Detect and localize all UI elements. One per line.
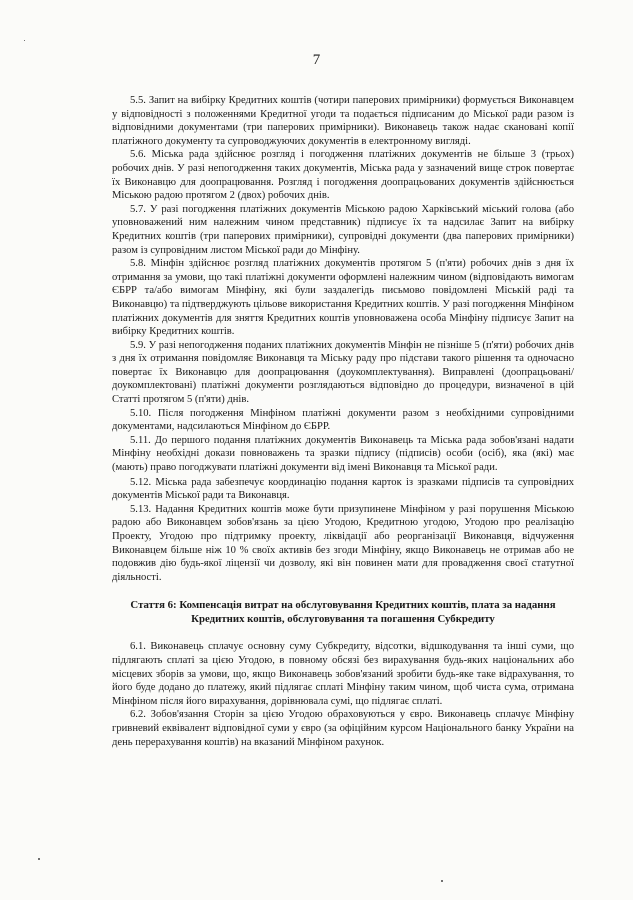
scan-speck	[441, 880, 443, 882]
document-body	[112, 94, 574, 749]
clause-5-5: 5.5. Запит на вибірку Кредитних коштів (чотири паперових примірники) формується Виконавцем у відповідності з положеннями Кредитної угоди та подається підписаним до Міської ради разом із відповідними документами (три паперових примірники). Виконавець також надає скановані копії платіжного документу та супроводжуючих документів в електронному вигляді.	[112, 95, 574, 147]
clause-6-1: 6.1. Виконавець сплачує основну суму Субкредиту, відсотки, відшкодування та інші суми, що підлягають сплаті за цією Угодою, в повному обсязі без вирахування будь-яких національних або місцевих зборів за умови, що, якщо Виконавець зобов'язаний зробити будь-яке таке відрахування, то його буде додано до платежу, який підлягає сплаті Мінфіну таким чином, щоб чиста сума, отримана Мінфіном після його вирахування, дорівнювала сумі, що підлягає сплаті.	[112, 641, 574, 707]
scan-speck	[24, 40, 25, 41]
clause-5-8: 5.8. Мінфін здійснює розгляд платіжних документів протягом 5 (п'яти) робочих днів з дня їх отримання за умови, що такі платіжні документи оформлені належним чином (відповідають вимогам ЄБРР та/або вимогам Мінфіну, які були заздалегідь письмово повідомлені Міській раді та Виконавцю) та підтверджують цільове використання Кредитних коштів. У разі погодження Мінфіном платіжних документів для зняття Кредитних коштів уповноважена особа Мінфіну підписує Запит на вибірку Кредитних коштів.	[112, 258, 574, 338]
page-number: 7	[312, 52, 321, 68]
article-6-heading: Стаття 6: Компенсація витрат на обслуговування Кредитних коштів, плата за надання Кредитних коштів, обслуговування та погашення Субкредиту	[130, 599, 556, 626]
clause-5-7: 5.7. У разі погодження платіжних документів Міською радою Харківський міський голова (або уповноважений ним належним чином представник) підписує їх та надсилає Запит на вибірку Кредитних коштів (три паперових примірники), супровідні документи (два паперових примірники) разом із супровідним листом Міської ради до Мінфіну.	[112, 203, 574, 256]
clause-5-6: 5.6. Міська рада здійснює розгляд і погодження платіжних документів не більше 3 (трьох) робочих днів. У разі непогодження таких документів, Міська рада у зазначений вище строк повертає їх Виконавцю для доопрацювання. Розгляд і погодження доопрацьованих документів здійснюється Міською радою протягом 2 (двох) робочих днів.	[112, 149, 574, 202]
clause-5-12: 5.12. Міська рада забезпечує координацію подання карток із зразками підписів та супровідних документів Міської ради та Виконавця.	[112, 476, 574, 502]
clause-5-11: 5.11. До першого подання платіжних документів Виконавець та Міська рада зобов'язані надати Мінфіну необхідні докази повноважень та зразки підпису (підписів) особи (осіб), яка (які) має (мають) право погоджувати платіжні документи від імені Виконавця та Міської ради.	[112, 434, 574, 474]
clause-6-2: 6.2. Зобов'язання Сторін за цією Угодою обраховуються у євро. Виконавець сплачує Мінфіну гривневий еквівалент відповідної суми у євро (за офіційним курсом Національного банку України на день перерахування коштів) на вказаний Мінфіном рахунок.	[112, 709, 574, 748]
clause-5-10: 5.10. Після погодження Мінфіном платіжні документи разом з необхідними супровідними документами, надсилаються Мінфіном до ЄБРР.	[112, 407, 574, 433]
scan-speck	[38, 858, 40, 860]
clause-5-13: 5.13. Надання Кредитних коштів може бути призупинене Мінфіном у разі порушення Міською радою або Виконавцем зобов'язань за цією Угодою, Кредитною угодою, Угодою про реалізацію Проекту, Угодою про підтримку проекту, ліквідації або реорганізації Виконавця, відчуження Виконавцем більше ніж 10 % своїх активів без згоди Мінфіну, якщо Виконавець не отримав або не подовжив дію будь-якої ліцензії чи дозволу, які він повинен мати для провадження своєї статутної діяльності.	[112, 503, 574, 583]
clause-5-9: 5.9. У разі непогодження поданих платіжних документів Мінфін не пізніше 5 (п'яти) робочих днів з дня їх отримання повідомляє Виконавця та Міську раду про підстави такого рішення та одночасно повертає їх Виконавцю для доопрацювання (доукомплектування). Виправлені (доопрацьовані/доукомплектовані) платіжні документи розглядаються відповідно до процедури, визначеної в цій Статті протягом 5 (п'яти) днів.	[112, 339, 574, 406]
